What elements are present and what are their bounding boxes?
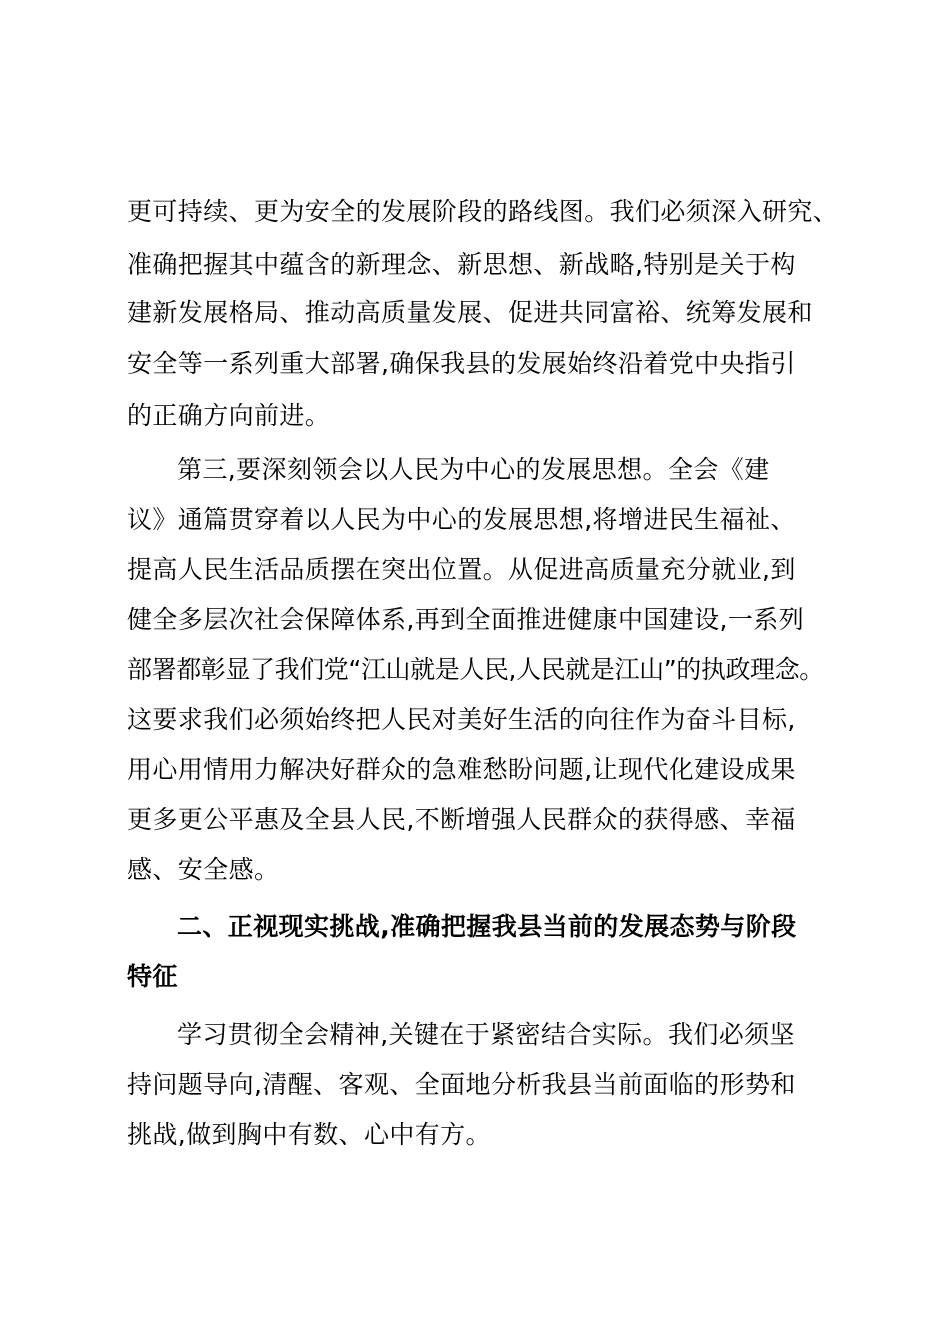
paragraph-3-line-2: 持问题导向,清醒、客观、全面地分析我县当前面临的形势和 (127, 1070, 796, 1099)
paragraph-1-line-3: 建新发展格局、推动高质量发展、促进共同富裕、统筹发展和 (127, 298, 813, 327)
paragraph-1-line-4: 安全等一系列重大部署,确保我县的发展始终沿着党中央指引 (127, 349, 796, 378)
paragraph-2-line-9: 感、安全感。 (127, 855, 280, 884)
paragraph-2-line-4: 健全多层次社会保障体系,再到全面推进健康中国建设,一系列 (127, 605, 805, 634)
paragraph-1-line-5: 的正确方向前进。 (127, 401, 331, 430)
paragraph-2-line-3: 提高人民生活品质摆在突出位置。从促进高质量充分就业,到 (127, 555, 796, 584)
paragraph-1-line-2: 准确把握其中蕴含的新理念、新思想、新战略,特别是关于构 (127, 250, 796, 279)
paragraph-1-line-1: 更可持续、更为安全的发展阶段的路线图。我们必须深入研究、 (127, 197, 839, 226)
paragraph-3-line-3: 挑战,做到胸中有数、心中有方。 (127, 1120, 491, 1149)
section-heading-line-1: 二、正视现实挑战,准确把握我县当前的发展态势与阶段 (177, 912, 797, 941)
paragraph-2-line-2: 议》通篇贯穿着以人民为中心的发展思想,将增进民生福祉、 (127, 505, 796, 534)
paragraph-2-line-8: 更多更公平惠及全县人民,不断增强人民群众的获得感、幸福 (127, 805, 796, 834)
paragraph-2-line-5: 部署都彰显了我们党“江山就是人民,人民就是江山”的执政理念。 (127, 655, 824, 684)
paragraph-3-line-1: 学习贯彻全会精神,关键在于紧密结合实际。我们必须坚 (177, 1020, 795, 1049)
paragraph-2-line-6: 这要求我们必须始终把人民对美好生活的向往作为奋斗目标, (127, 705, 796, 734)
paragraph-2-line-7: 用心用情用力解决好群众的急难愁盼问题,让现代化建设成果 (127, 755, 796, 784)
paragraph-2-line-1: 第三,要深刻领会以人民为中心的发展思想。全会《建 (177, 455, 770, 484)
section-heading-line-2: 特征 (127, 962, 178, 991)
